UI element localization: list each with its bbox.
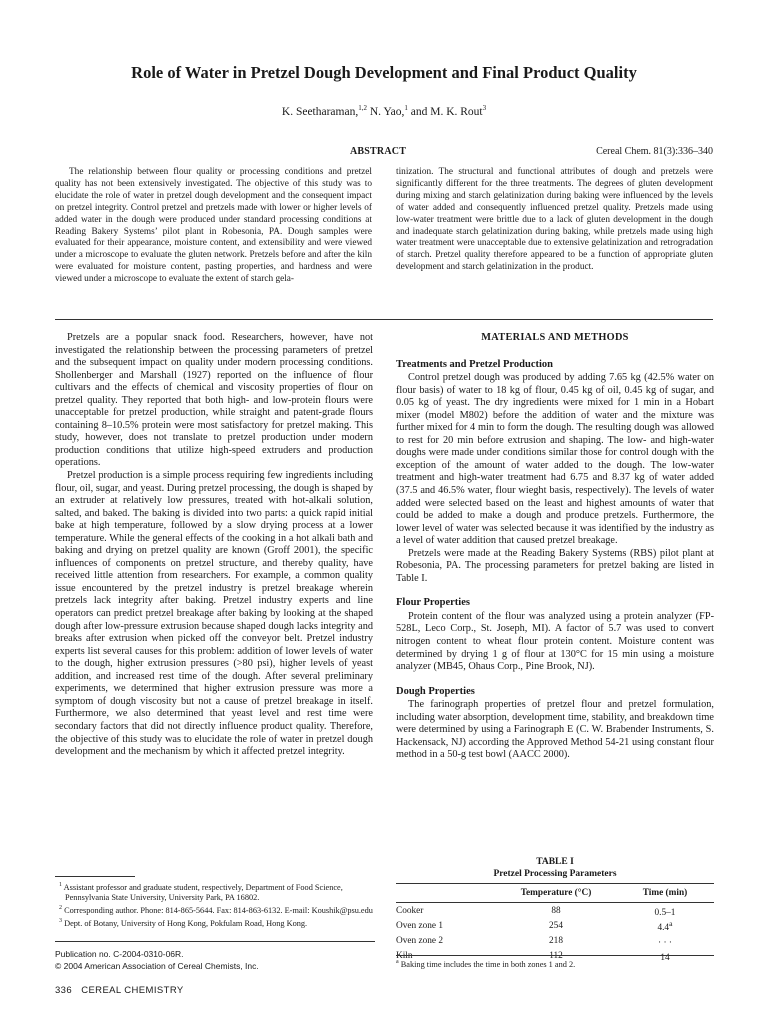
cell-value: 14 bbox=[660, 952, 670, 963]
table-number: TABLE I bbox=[536, 857, 574, 867]
author-name: and M. K. Rout bbox=[407, 105, 483, 118]
table-header-row bbox=[396, 887, 714, 903]
table-cell: 218 bbox=[549, 935, 563, 946]
intro-paragraph: Pretzels are a popular snack food. Researchers, however, have not investigated the relationship between the processing parameters of pretzel and the subsequent impact on quality under modern processing conditions. Shollenberger and Marshall (1927) reported on the influence of flour cultivars and the effects of chemical and viscosity properties of flour on pretzel quality. They reported that both high- and low-protein flours were unacceptable for pretzel production, while straight and patent-grade flours containing 8–10.5% protein were most satisfactory for pretzel making. This study, however, does not translate to pretzel production under modern production conditions that utilize high-speed extruders and production operations. bbox=[55, 332, 373, 469]
abstract-column-left bbox=[55, 167, 372, 286]
table-row bbox=[396, 934, 714, 949]
footnote bbox=[55, 880, 375, 903]
body-column-right bbox=[396, 332, 714, 762]
cell-note-mark: a bbox=[669, 918, 673, 928]
table-title: Pretzel Processing Parameters bbox=[493, 868, 617, 879]
copyright-notice: © 2004 American Association of Cereal Chemists, Inc. bbox=[55, 961, 259, 971]
table-cell bbox=[616, 934, 714, 949]
footnote bbox=[55, 903, 375, 916]
table-cell bbox=[616, 903, 714, 919]
abstract-text: tinization. The structural and functional attributes of dough and pretzels were significantly different for the three treatments. The degrees of gluten development during mixing and starch gelatinization during baking were influenced by the levels of water added and consequently influenced pretzel quality. Pretzels made using low-water treatment were brittle due to a lack of gluten development in the dough and inadequate starch gelatinization during baking, while pretzels made using high water treatment were unacceptable due to extensive gelatinization and retrogradation of starch. Pretzel quality therefore appeared to be a function of appropriate gluten development and starch gelatinization in the product. bbox=[396, 167, 713, 273]
footnotes bbox=[55, 880, 375, 929]
table-cell: Kiln bbox=[396, 950, 413, 961]
footnote-mark: 1 bbox=[59, 882, 62, 888]
table-header-cell: Time (min) bbox=[642, 887, 688, 898]
table-caption bbox=[396, 857, 714, 880]
author-affiliation-mark: 1 bbox=[404, 104, 408, 112]
author-name: K. Seetharaman, bbox=[281, 105, 359, 118]
abstract-column-right bbox=[396, 167, 713, 274]
body-paragraph: Protein content of the flour was analyzed using a protein analyzer (FP-528L, Leco Corp., St. Joseph, MI). A factor of 5.7 was used to convert nitrogen content to wheat flour protein content. Moisture content was determined by drying 1 g of flour at 130°C for 15 min using a moisture analyzer (MB45, Ohaus Corp., Pine Brook, NJ). bbox=[396, 610, 714, 673]
table-cell: 254 bbox=[549, 920, 563, 931]
journal-name: CEREAL CHEMISTRY bbox=[81, 985, 184, 996]
table-top-rule bbox=[396, 883, 714, 884]
subsection-heading: Treatments and Pretzel Production bbox=[396, 358, 553, 370]
table-cell: Cooker bbox=[396, 906, 424, 917]
abstract-divider bbox=[55, 319, 713, 320]
intro-paragraph: Pretzel production is a simple process requiring few ingredients including flour, oil, sugar, and yeast. During pretzel processing, the dough is shaped by an extruder at relatively low pressures, treated with hot-alkali solution, salted, and baked. The baking is divided into two parts: a quick rapid initial bake at high temperature, followed by a slow drying process at a lower temperature. While the general effects of the cooking in a hot alkali bath and baking and drying on pretzel quality are known (Groff 2001), the specific influences of components on pretzel structure, and thereby quality, have received little attention from researchers. For example, a common quality issue encountered by the pretzel industry is pretzel breakage wherein pretzels lack integrity after baking. Pretzel industry experts and line operators can predict pretzel breakage after baking by looking at the shaped dough after low-pressure extrusion because shaped dough lacks integrity and breaks after extrusion when picked off the conveyor belt. Pretzel industry experts list several causes for this problem: addition of lower levels of water to the dough, higher extrusion pressures (>80 psi), higher levels of yeast addition, and increased rest time of the dough. After several preliminary experiments, we determined that higher extrusion pressure was more a symptom of dough viscosity but not a cause of pretzel breakage in itself. Furthermore, we also determined that yeast level and rest time were secondary factors that did not directly influence product quality. Therefore, the objective of this study was to elucidate the role of water in pretzel dough development and the mechanism by which it affected pretzel integrity. bbox=[55, 470, 373, 758]
footnote-text: Assistant professor and graduate student, respectively, Department of Food Science, Pennsylvania State University, University Park, PA 16802. bbox=[63, 882, 343, 903]
cell-value: 0.5–1 bbox=[654, 908, 676, 919]
subsection-heading: Dough Properties bbox=[396, 685, 475, 697]
abstract-heading: ABSTRACT bbox=[350, 146, 407, 157]
processing-parameters-table bbox=[396, 887, 714, 964]
body-paragraph: Control pretzel dough was produced by adding 7.65 kg (42.5% water on flour basis) of water to 18 kg of flour, 0.45 kg of oil, 0.45 kg of sugar, and 0.05 kg of yeast. The dry ingredients were mixed for 1 min in a Hobart mixer (model M802) before the addition of water and the mixture was further mixed for 4 min to form the dough. The resulting dough was allowed to rest for 20 min before extrusion and shaping. The low- and high-water doughs were made under conditions similar those for control dough with the exception of the amount of water added to the dough. The low-water treatment and high-water treatment had 6.75 and 8.37 kg of water added (37.5 and 46.5% water, flour wieght basis, respectively). The levels of water added were selected based on the least and highest amounts of water that could be added to make a dough and produce pretzels. Furthermore, the lower level of water was selected because it was identified by the industry as a level of water addition that caused pretzel breakage. bbox=[396, 372, 714, 547]
author-affiliation-mark: 3 bbox=[482, 104, 487, 112]
author-name: N. Yao, bbox=[366, 105, 405, 118]
publication-divider bbox=[55, 941, 375, 942]
table-note-text: Baking time includes the time in both zones 1 and 2. bbox=[400, 959, 576, 969]
table-cell: 112 bbox=[549, 950, 563, 961]
table-cell: Oven zone 2 bbox=[396, 935, 443, 946]
page-number: 336 bbox=[55, 985, 73, 996]
author-list bbox=[40, 104, 728, 118]
cell-value: · · · bbox=[658, 937, 672, 948]
table-cell: Oven zone 1 bbox=[396, 920, 443, 931]
publication-number: Publication no. C-2004-0310-06R. bbox=[55, 949, 184, 959]
journal-citation: Cereal Chem. 81(3):336–340 bbox=[596, 146, 713, 157]
footnote bbox=[55, 916, 375, 929]
body-paragraph: Pretzels were made at the Reading Bakery Systems (RBS) pilot plant at Robesonia, PA. The processing parameters for pretzel baking are listed in Table I. bbox=[396, 547, 714, 584]
footnote-mark: 3 bbox=[59, 918, 62, 925]
body-column-left bbox=[55, 332, 373, 759]
abstract-text: The relationship between flour quality or processing conditions and pretzel quality has not been extensively investigated. The objective of this study was to elucidate the role of water in pretzel dough development and the consequent impact on pretzel integrity. Control pretzel and pretzels made with lower or higher levels of added water in the dough were produced under standard processing conditions at Reading Bakery Systems’ pilot plant in Robesonia, PA. Dough samples were evaluated for their appearance, moisture content, and extensibility and were viewed under a microscope to evaluate the gluten network. Pretzels before and after the kiln were evaluated for moisture content, pasting properties, and hardness and were viewed under a microscope to evaluate the extent of starch gela- bbox=[55, 167, 372, 285]
paper-title: Role of Water in Pretzel Dough Development and Final Product Quality bbox=[131, 63, 637, 82]
footnote-mark: 2 bbox=[59, 905, 62, 912]
footnote-text: Dept. of Botany, University of Hong Kong, Pokfulam Road, Hong Kong. bbox=[64, 919, 308, 929]
table-row bbox=[396, 919, 714, 934]
table-cell bbox=[616, 919, 714, 934]
body-paragraph: The farinograph properties of pretzel flour and pretzel formulation, including water absorption, development time, stability, and breakdown time were determined by using a Farinograph E (C. W. Brabender Instruments, S. Hackensack, NJ) according the Approved Method 54-21 using constant flour method in a 50-g test bowl (AACC 2000). bbox=[396, 699, 714, 761]
footnote-text: Corresponding author. Phone: 814-865-5644. Fax: 814-863-6132. E-mail: Koushik@psu.edu bbox=[64, 906, 373, 916]
subsection-heading: Flour Properties bbox=[396, 597, 470, 609]
section-heading: MATERIALS AND METHODS bbox=[481, 332, 629, 343]
table-header-cell bbox=[396, 887, 496, 903]
table-bottom-rule bbox=[396, 955, 714, 956]
table-row bbox=[396, 903, 714, 919]
cell-value: 4.4 bbox=[657, 922, 670, 933]
table-header-cell: Temperature (°C) bbox=[520, 887, 592, 898]
publication-info bbox=[55, 948, 259, 972]
author-affiliation-mark: 1,2 bbox=[358, 104, 367, 112]
table-cell: 88 bbox=[551, 906, 561, 917]
footnote-divider bbox=[55, 876, 135, 877]
page-footer bbox=[55, 985, 184, 996]
table-footnote bbox=[396, 959, 714, 969]
table-note-mark: a bbox=[396, 959, 399, 965]
